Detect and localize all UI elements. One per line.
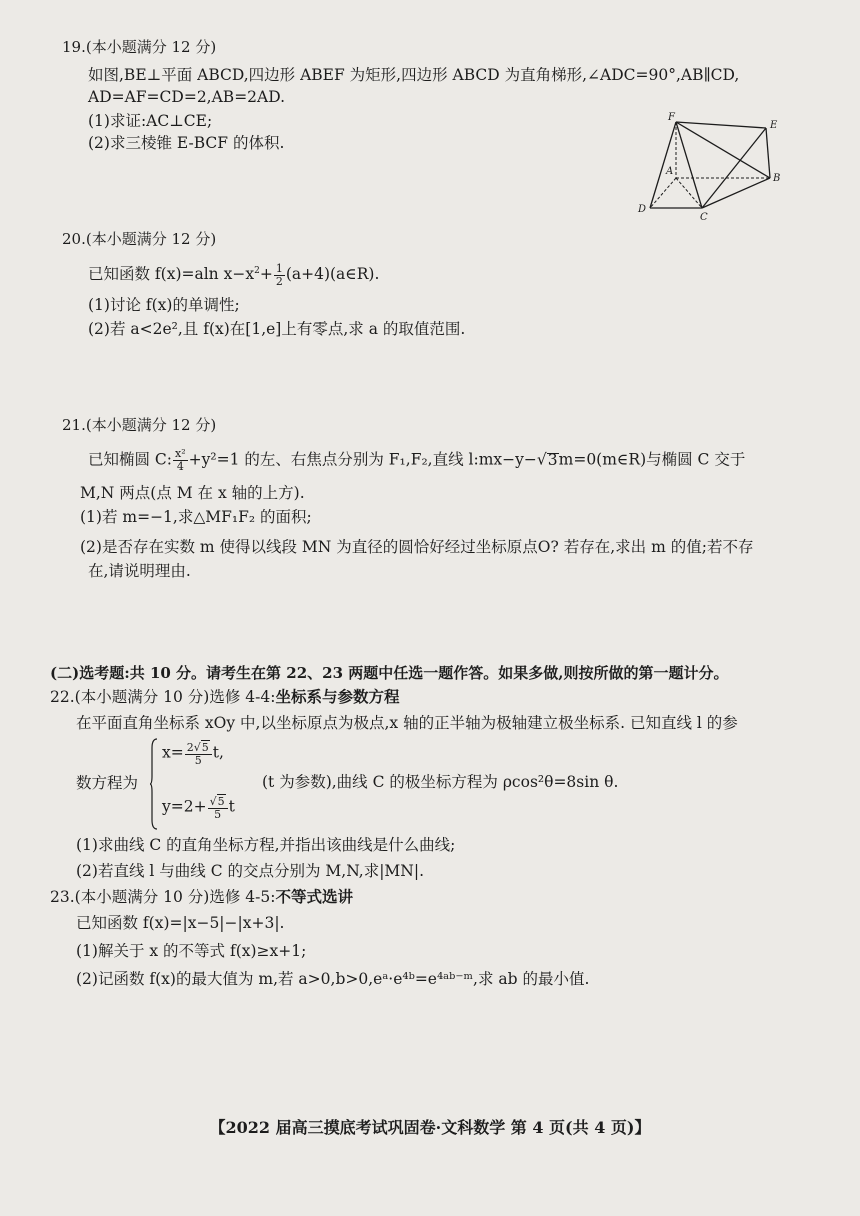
q21-header: 21.(本小题满分 12 分) — [62, 416, 217, 434]
fraction-x2-over-4: $\frac{\text{x²}}{4}$ — [175, 447, 186, 473]
q19-part2: (2)求三棱锥 E-BCF 的体积. — [88, 134, 285, 152]
q21-stem: 已知椭圆 C: $\frac{\text{x²}}{4}$ +y²=1 的左、右焦点分别为 F₁,F₂,直线 l:mx−y−√3m=0(m∈R)与椭圆 C 交于 — [88, 447, 746, 473]
fig-label-f: F — [668, 112, 675, 123]
q23-header: 23.(本小题满分 10 分)选修 4-5:不等式选讲 — [50, 887, 353, 906]
param-x-equation: x= $\frac{2√5}{5}$ t, — [162, 741, 224, 767]
fig-label-b: B — [773, 173, 781, 184]
q19-line1: 如图,BE⊥平面 ABCD,四边形 ABEF 为矩形,四边形 ABCD 为直角梯形,∠ADC=90°,AB∥CD, — [88, 66, 740, 84]
param-equations — [150, 738, 650, 830]
q22-header: 22.(本小题满分 10 分)选修 4-4:坐标系与参数方程 — [50, 687, 400, 706]
q19-line2: AD=AF=CD=2,AB=2AD. — [88, 88, 286, 106]
q21-part2-b: 在,请说明理由. — [88, 562, 191, 580]
fig-label-a: A — [666, 166, 674, 177]
q23-stem: 已知函数 f(x)=|x−5|−|x+3|. — [76, 914, 285, 932]
q22-part1: (1)求曲线 C 的直角坐标方程,并指出该曲线是什么曲线; — [76, 836, 456, 854]
q23-part1: (1)解关于 x 的不等式 f(x)≥x+1; — [76, 942, 307, 960]
q20-part1: (1)讨论 f(x)的单调性; — [88, 296, 240, 314]
q23-part2: (2)记函数 f(x)的最大值为 m,若 a>0,b>0,eᵃ·e⁴ᵇ=e⁴ᵃᵇ⁻ᵐ,求 ab 的最小值. — [76, 970, 590, 988]
q19-header: 19.(本小题满分 12 分) — [62, 38, 217, 56]
q19-geometry-figure — [630, 108, 790, 223]
q21-line2: M,N 两点(点 M 在 x 轴的上方). — [80, 484, 305, 502]
q22-line1: 在平面直角坐标系 xOy 中,以坐标原点为极点,x 轴的正半轴为极轴建立极坐标系. 已知直线 l 的参 — [76, 714, 738, 732]
fig-label-e: E — [770, 120, 778, 131]
left-brace-icon — [150, 738, 158, 830]
param-y-equation: y=2+ $\frac{√5}{5}$ t — [162, 795, 235, 821]
optional-section-header: (二)选考题:共 10 分。请考生在第 22、23 两题中任选一题作答。如果多做,则按所做的第一题计分。 — [50, 664, 729, 682]
q20-header: 20.(本小题满分 12 分) — [62, 230, 217, 248]
page-footer: 【2022 届高三摸底考试巩固卷·文科数学 第 4 页(共 4 页)】 — [209, 1118, 651, 1137]
q19-part1: (1)求证:AC⊥CE; — [88, 112, 213, 130]
q22-part2: (2)若直线 l 与曲线 C 的交点分别为 M,N,求|MN|. — [76, 862, 425, 880]
q20-stem: 已知函数 f(x)=aln $x-x^2+$ $\frac{1}{2}$ (a+4)(a∈R). — [88, 261, 380, 288]
q21-part1: (1)若 m=−1,求△MF₁F₂ 的面积; — [80, 508, 312, 526]
fig-label-c: C — [700, 212, 708, 223]
fraction-half: $\frac{1}{2}$ — [275, 261, 283, 288]
q20-part2: (2)若 a<2e²,且 f(x)在[1,e]上有零点,求 a 的取值范围. — [88, 320, 466, 338]
q21-part2-a: (2)是否存在实数 m 使得以线段 MN 为直径的圆恰好经过坐标原点O? 若存在,求出 m 的值;若不存 — [80, 538, 754, 556]
q22-param-label: 数方程为 — [76, 774, 139, 792]
q22-param-tail: (t 为参数),曲线 C 的极坐标方程为 ρcos²θ=8sin θ. — [262, 773, 619, 791]
fig-label-d: D — [638, 204, 647, 215]
